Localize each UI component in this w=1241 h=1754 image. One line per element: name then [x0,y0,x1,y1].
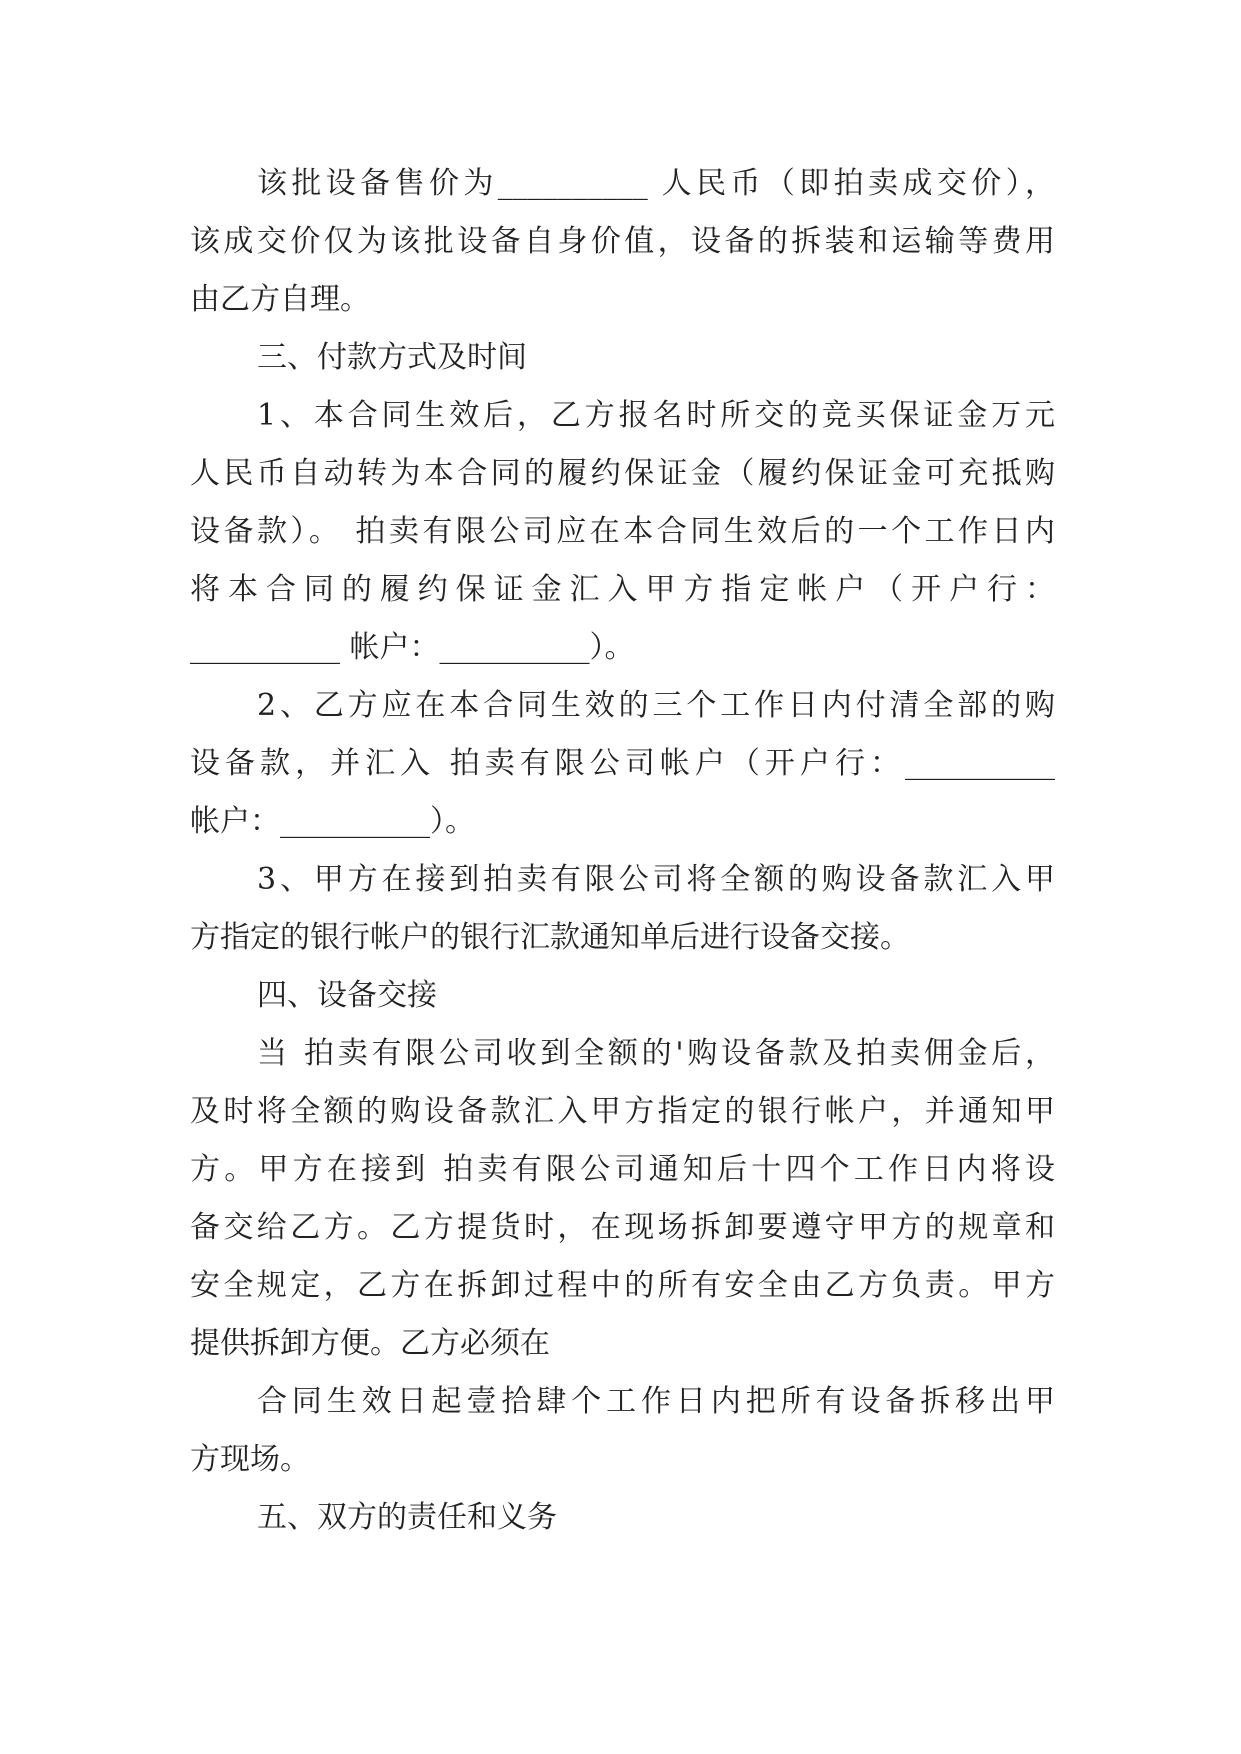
text-line: 由乙方自理。 [190,282,370,317]
text-line: 设备款）。 拍卖有限公司应在本合同生效后的一个工作日内 [190,514,1055,549]
text-line: 方。甲方在接到 拍卖有限公司通知后十四个工作日内将设 [190,1152,1055,1187]
text-line: 2、乙方应在本合同生效的三个工作日内付清全部的购 [257,688,1055,723]
text-line: 将本合同的履约保证金汇入甲方指定帐户（开户行： [190,572,1055,607]
text-line: __________ 帐户：__________）。 [190,630,635,665]
text-line: 当 拍卖有限公司收到全额的'购设备款及拍卖佣金后， [257,1036,1055,1071]
text-line: 1、本合同生效后，乙方报名时所交的竞买保证金万元 [257,398,1055,433]
text-line: 方指定的银行帐户的银行汇款通知单后进行设备交接。 [190,920,910,955]
text-line: 3、甲方在接到拍卖有限公司将全额的购设备款汇入甲 [257,862,1055,897]
text-line: 该批设备售价为__________ 人民币（即拍卖成交价）， [257,166,1055,201]
text-line: 及时将全额的购设备款汇入甲方指定的银行帐户，并通知甲 [190,1094,1055,1129]
text-line: 设备款，并汇入 拍卖有限公司帐户（开户行：__________ [190,746,1055,781]
text-line: 合同生效日起壹拾肆个工作日内把所有设备拆移出甲 [257,1384,1055,1419]
text-line: 提供拆卸方便。乙方必须在 [190,1326,550,1361]
text-line: 人民币自动转为本合同的履约保证金（履约保证金可充抵购 [190,456,1055,491]
section-heading: 四、设备交接 [257,978,437,1013]
section-heading: 五、双方的责任和义务 [257,1500,557,1535]
text-line: 安全规定，乙方在拆卸过程中的所有安全由乙方负责。甲方 [190,1268,1055,1303]
section-heading: 三、付款方式及时间 [257,340,527,375]
text-line: 帐户：__________）。 [190,804,475,839]
text-line: 备交给乙方。乙方提货时，在现场拆卸要遵守甲方的规章和 [190,1210,1055,1245]
text-line: 方现场。 [190,1442,310,1477]
text-line: 该成交价仅为该批设备自身价值，设备的拆装和运输等费用 [190,224,1055,259]
